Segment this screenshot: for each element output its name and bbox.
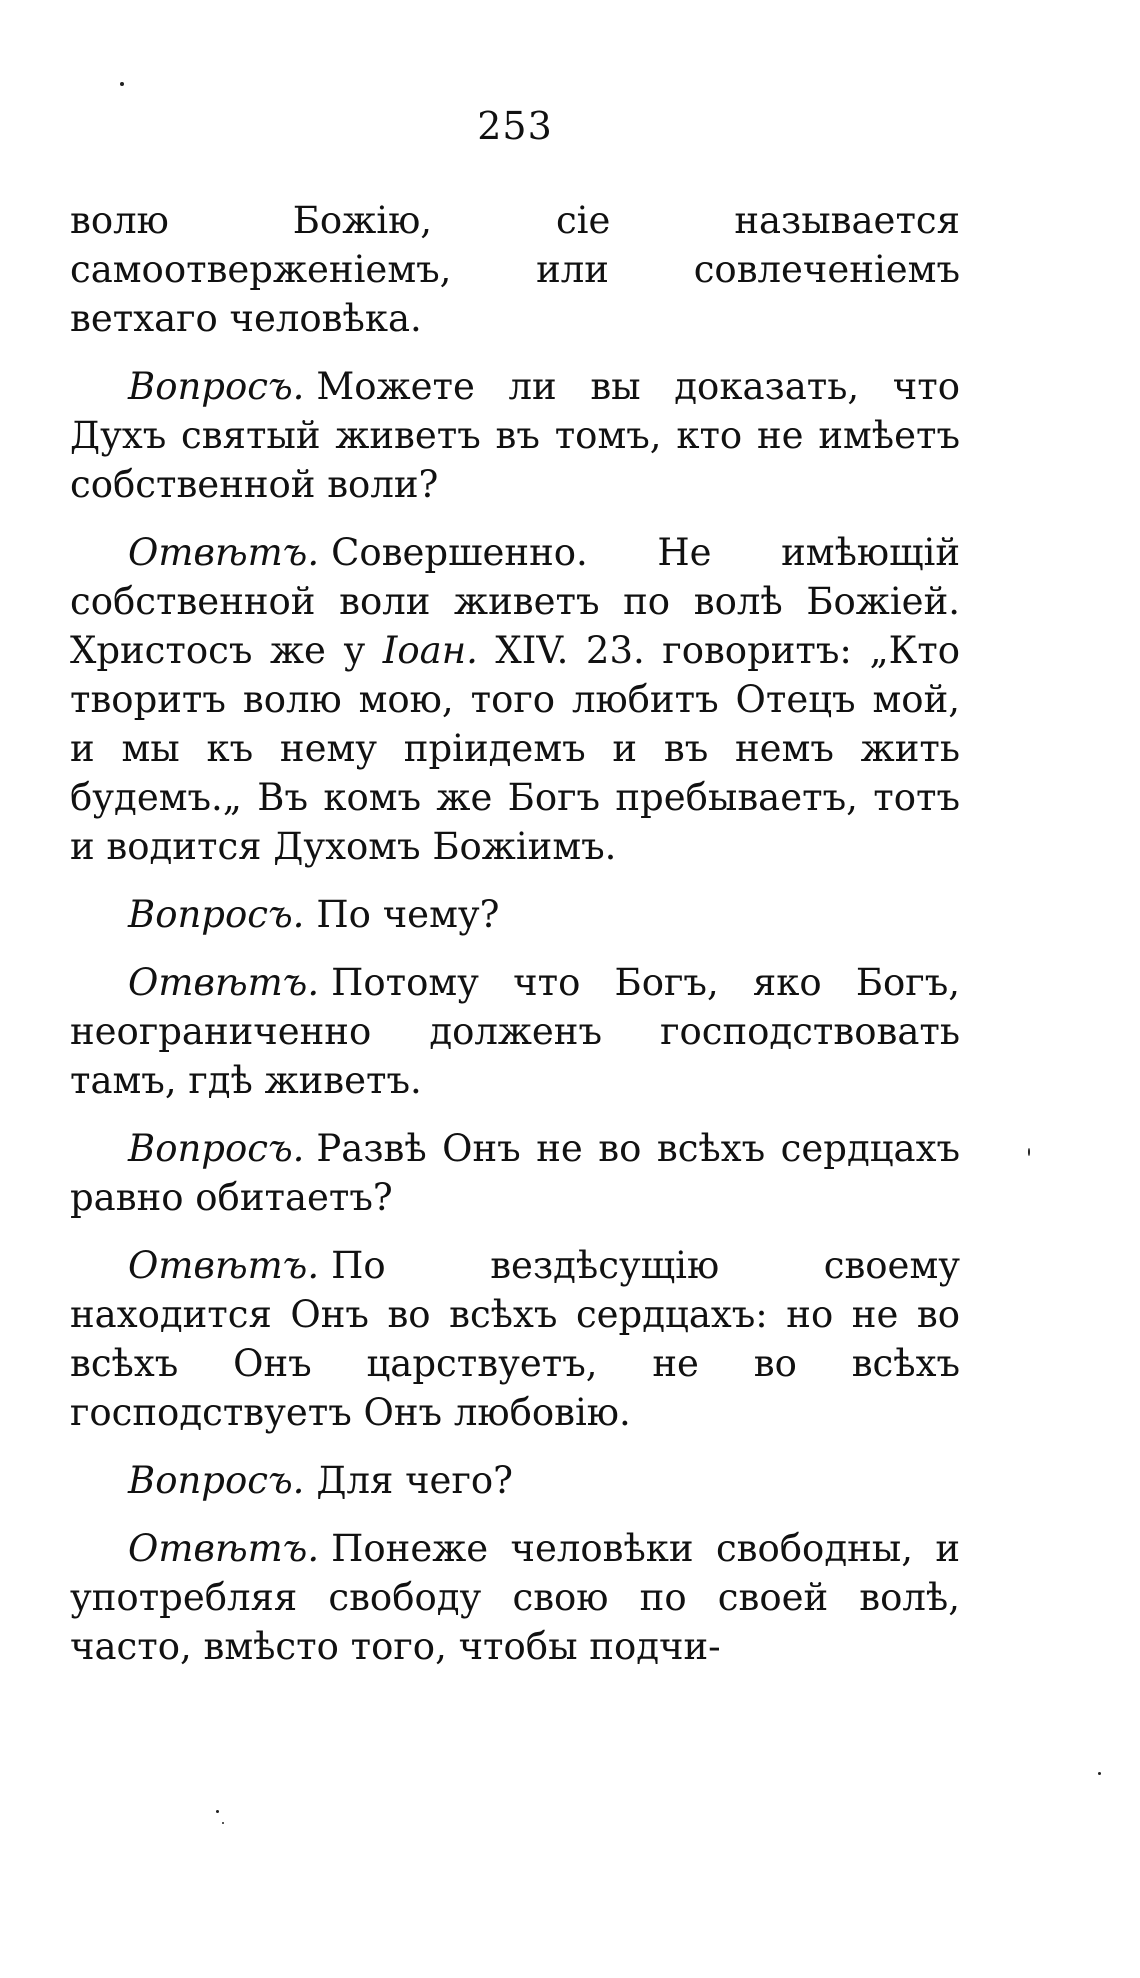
- answer-paragraph: [70, 528, 960, 871]
- speaker-label: Отвѣтъ.: [128, 531, 320, 574]
- print-speck: [1028, 1148, 1030, 1156]
- print-speck: [120, 82, 124, 86]
- paragraph-text: Развѣ Онъ не во всѣхъ сердцахъ равно обитаетъ?: [70, 1127, 960, 1219]
- speaker-label: Отвѣтъ.: [128, 1527, 320, 1570]
- speaker-label: Отвѣтъ.: [128, 961, 320, 1004]
- scripture-citation: Іоан.: [382, 629, 478, 672]
- page-number: 253: [477, 104, 553, 148]
- print-speck: [216, 1810, 219, 1813]
- paragraph-text: По вездѣсущію своему находится Онъ во всѣхъ сердцахъ: но не во всѣхъ Онъ царствуетъ, не во всѣхъ господствуетъ Онъ любовію.: [70, 1244, 960, 1434]
- speaker-label: Вопросъ.: [128, 1459, 305, 1502]
- answer-paragraph: [70, 1524, 960, 1671]
- question-paragraph: [70, 890, 960, 939]
- speaker-label: Отвѣтъ.: [128, 1244, 320, 1287]
- paragraph-text: Для чего?: [316, 1459, 513, 1502]
- question-paragraph: [70, 362, 960, 509]
- print-speck: [1098, 1772, 1101, 1775]
- answer-paragraph: [70, 958, 960, 1105]
- question-paragraph: [70, 1124, 960, 1222]
- answer-paragraph: [70, 1241, 960, 1437]
- paragraph-text: Понеже человѣки свободны, и употребляя свободу свою по своей волѣ, часто, вмѣсто того, чтобы подчи-: [70, 1527, 960, 1668]
- paragraph-text: Совершенно. Не имѣющій собственной воли живетъ по волѣ Божіей. Христосъ же у: [70, 531, 960, 672]
- paragraph-text: Можете ли вы доказать, что Духъ святый живетъ въ томъ, кто не имѣетъ собственной воли?: [70, 365, 960, 506]
- speaker-label: Вопросъ.: [128, 1127, 305, 1170]
- paragraph-text: По чему?: [316, 893, 500, 936]
- page-body: [70, 196, 960, 1671]
- speaker-label: Вопросъ.: [128, 893, 305, 936]
- continued-paragraph: волю Божію, сіе называется самоотверженіемъ, или совлеченіемъ ветхаго человѣка.: [70, 199, 960, 340]
- paragraph-text: Потому что Богъ, яко Богъ, неограниченно долженъ господствовать тамъ, гдѣ живетъ.: [70, 961, 960, 1102]
- print-speck: [222, 1822, 224, 1824]
- question-paragraph: [70, 1456, 960, 1505]
- speaker-label: Вопросъ.: [128, 365, 305, 408]
- paragraph-text: XIV. 23. говоритъ: „Кто творитъ волю мою, того любитъ Отецъ мой, и мы къ нему пріидемъ и въ немъ жить будемъ.„ Въ комъ же Богъ пребываетъ, тотъ и водится Духомъ Божіимъ.: [70, 629, 960, 868]
